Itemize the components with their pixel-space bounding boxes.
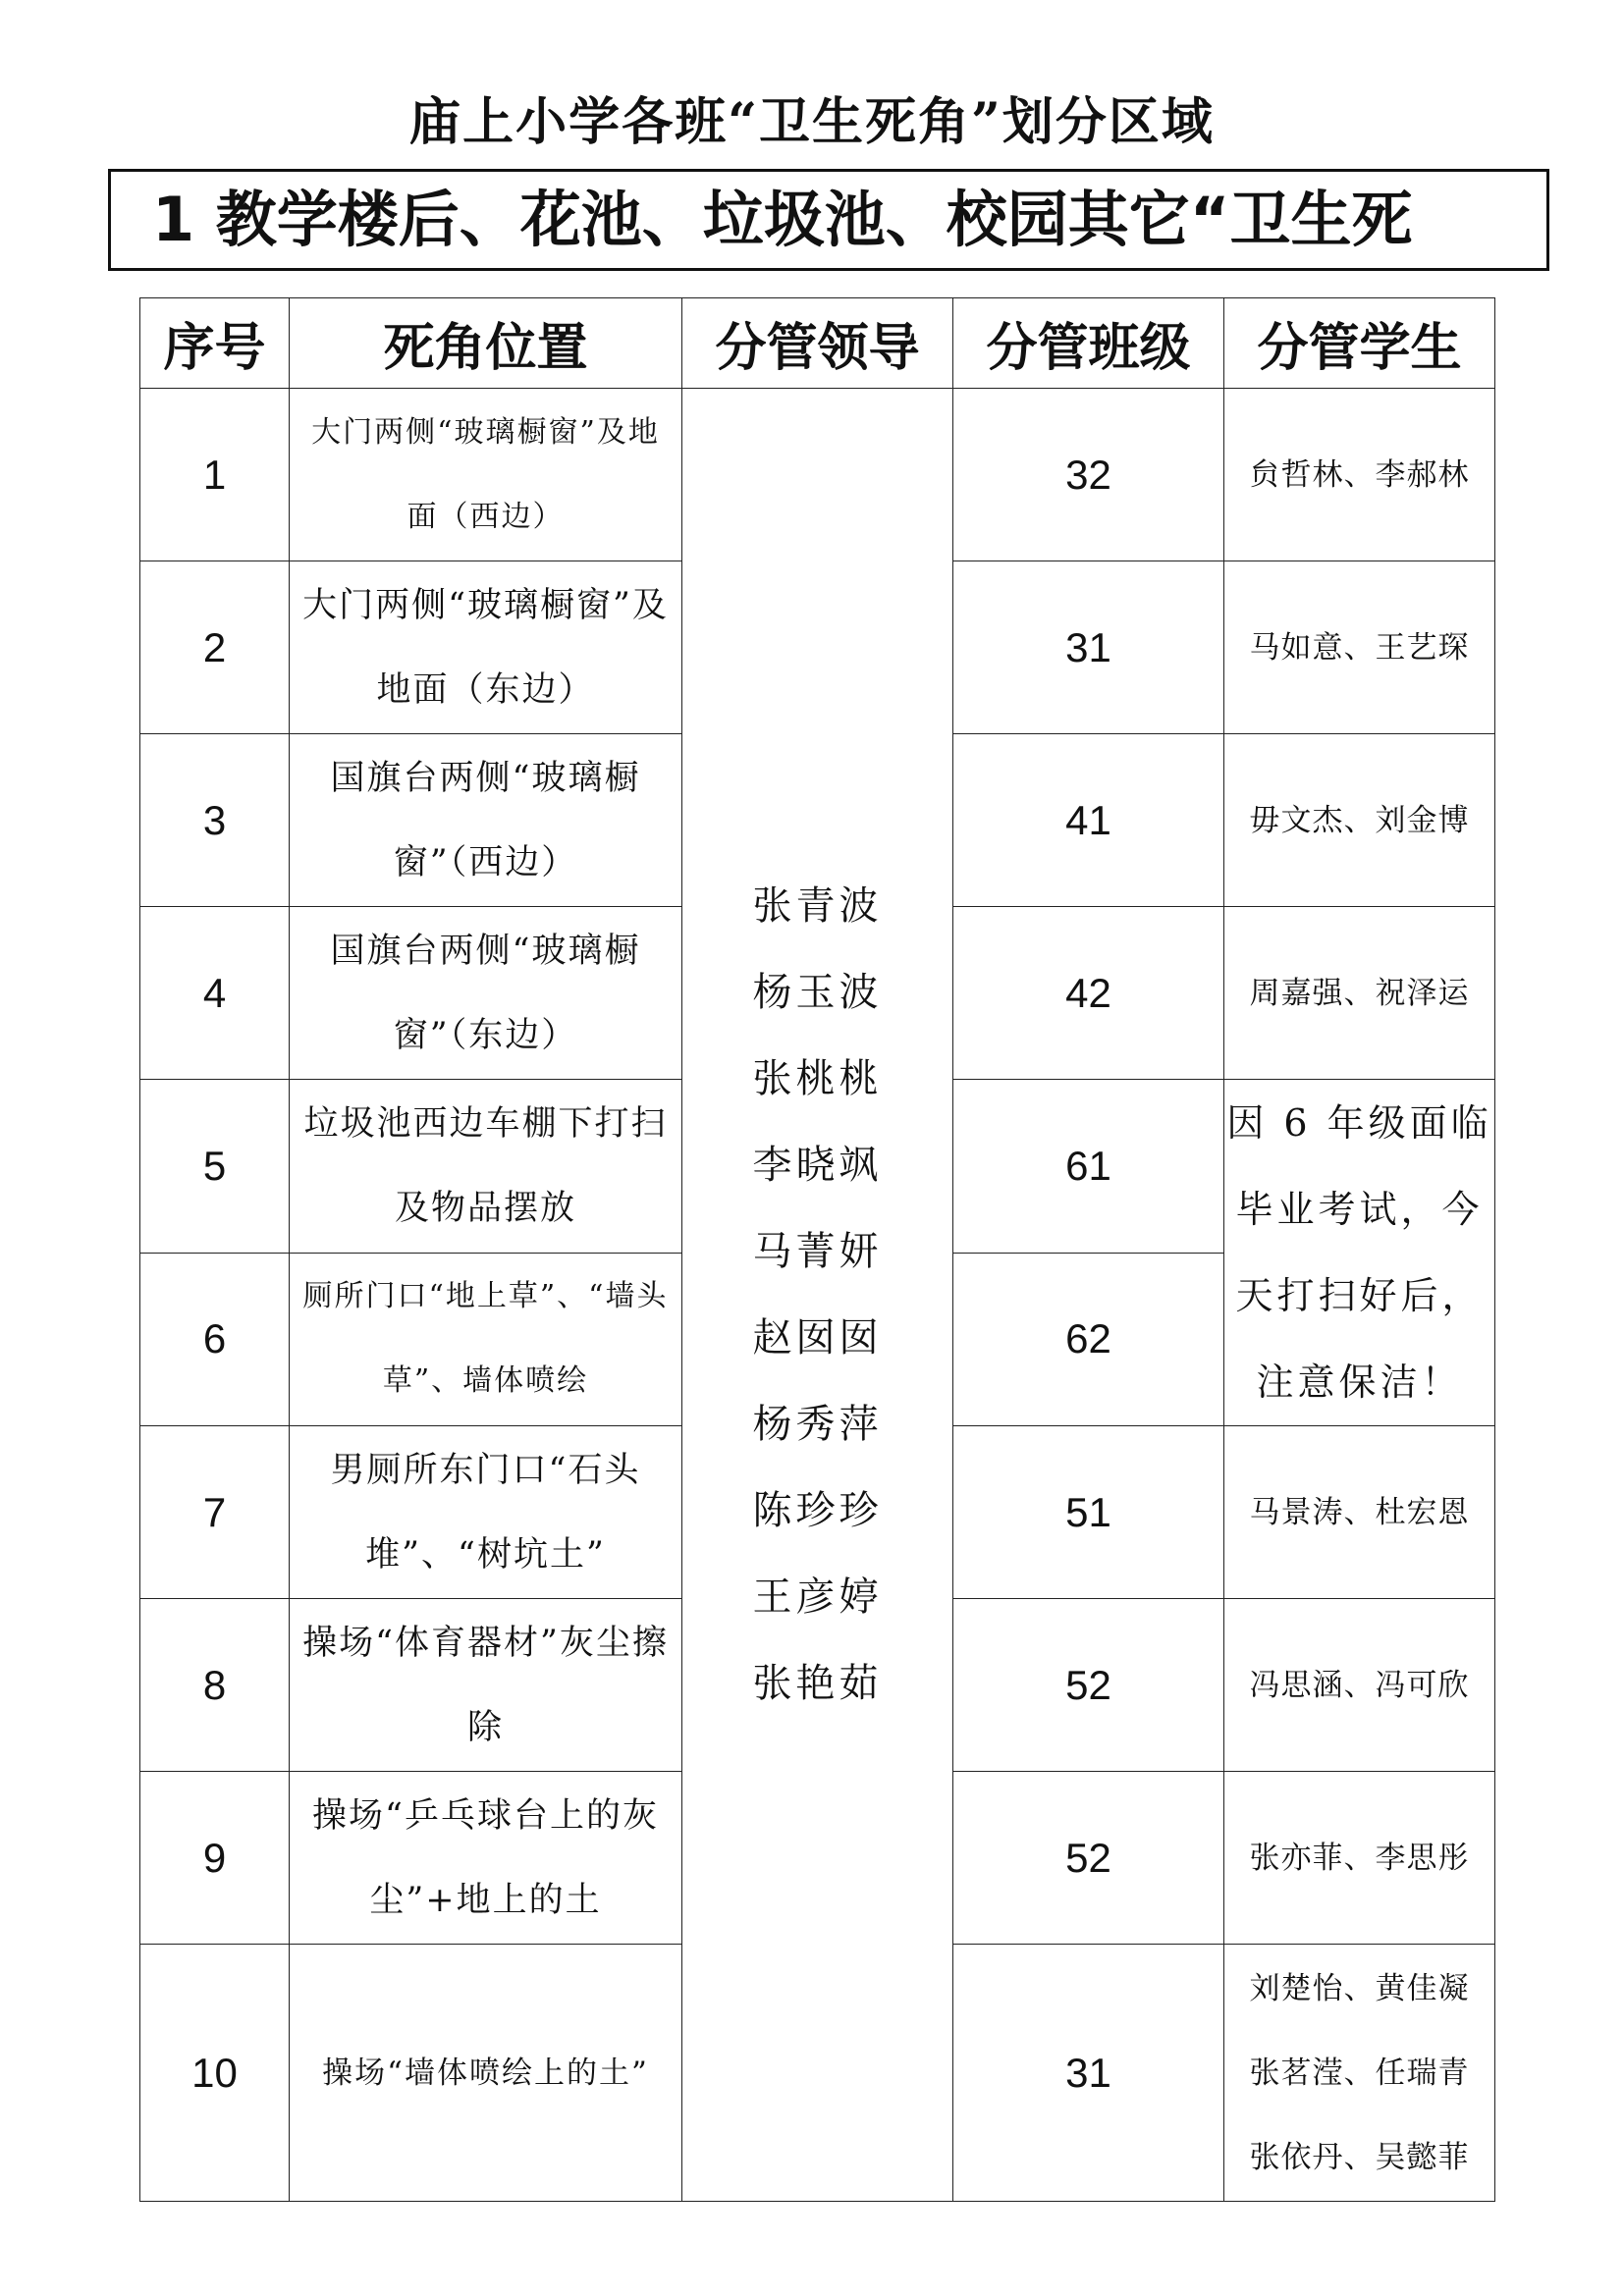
header-location: 死角位置 — [290, 298, 682, 389]
student-names: 冯思涵、冯可欣 — [1249, 1667, 1470, 1703]
students-cell — [1224, 907, 1495, 1080]
location-cell: 操场“墙体喷绘上的土” — [290, 1945, 682, 2202]
students-cell — [1224, 1426, 1495, 1599]
leaders-cell — [682, 389, 953, 2202]
students-cell — [1224, 1599, 1495, 1772]
leader-name: 陈珍珍 — [752, 1488, 883, 1533]
leader-name: 王彦婷 — [752, 1575, 883, 1620]
student-names: 马景涛、杜宏恩 — [1249, 1494, 1470, 1530]
location-cell: 厕所门口“地上草”、“墙头草”、墙体喷绘 — [290, 1253, 682, 1426]
page-title: 庙上小学各班“卫生死角”划分区域 — [409, 92, 1215, 152]
leader-name: 张青波 — [752, 883, 883, 929]
row-number: 9 — [140, 1772, 290, 1945]
student-names: 周嘉强、祝泽运 — [1249, 975, 1470, 1011]
class-cell: 42 — [953, 907, 1224, 1080]
class-cell: 32 — [953, 389, 1224, 561]
header-students: 分管学生 — [1224, 298, 1495, 389]
row-number: 8 — [140, 1599, 290, 1772]
row-number: 5 — [140, 1080, 290, 1254]
students-cell — [1224, 734, 1495, 907]
table-header-row — [140, 298, 1495, 389]
location-cell: 国旗台两侧“玻璃橱窗”（东边） — [290, 907, 682, 1080]
leader-name: 赵囡囡 — [752, 1315, 883, 1361]
leader-name: 张桃桃 — [752, 1056, 883, 1101]
note-line: 因 6 年级面临 — [1226, 1101, 1492, 1145]
section-banner: 1 教学楼后、花池、垃圾池、校园其它“卫生死 — [108, 169, 1549, 271]
class-cell: 52 — [953, 1772, 1224, 1945]
location-cell: 操场“乒乓球台上的灰尘”+地上的土 — [290, 1772, 682, 1945]
note-line: 注意保洁！ — [1256, 1361, 1463, 1404]
students-cell — [1224, 389, 1495, 561]
header-class: 分管班级 — [953, 298, 1224, 389]
row-number: 10 — [140, 1945, 290, 2202]
location-cell: 国旗台两侧“玻璃橱窗”（西边） — [290, 734, 682, 907]
student-names: 马如意、王艺琛 — [1249, 629, 1470, 666]
student-names: 张依丹、吴懿菲 — [1249, 2139, 1470, 2175]
location-cell: 垃圾池西边车棚下打扫及物品摆放 — [290, 1080, 682, 1254]
student-names: 贠哲林、李郝林 — [1249, 456, 1470, 493]
leader-name: 马菁妍 — [752, 1229, 883, 1274]
leader-name: 杨玉波 — [752, 970, 883, 1015]
table-row — [140, 389, 1495, 561]
class-cell: 31 — [953, 1945, 1224, 2202]
graduation-note — [1224, 1080, 1495, 1426]
location-cell: 大门两侧“玻璃橱窗”及地面（西边） — [290, 389, 682, 561]
note-line: 毕业考试，今 — [1235, 1188, 1484, 1231]
location-cell: 男厕所东门口“石头堆”、“树坑土” — [290, 1426, 682, 1599]
class-cell: 52 — [953, 1599, 1224, 1772]
students-cell — [1224, 1945, 1495, 2202]
leader-name: 李晓飒 — [752, 1143, 883, 1188]
row-number: 1 — [140, 389, 290, 561]
header-index: 序号 — [140, 298, 290, 389]
assignment-table — [139, 297, 1495, 2202]
leader-name: 张艳茹 — [752, 1661, 883, 1706]
row-number: 7 — [140, 1426, 290, 1599]
class-cell: 61 — [953, 1080, 1224, 1254]
leader-name: 杨秀萍 — [752, 1402, 883, 1447]
row-number: 2 — [140, 561, 290, 734]
row-number: 6 — [140, 1253, 290, 1426]
location-cell: 大门两侧“玻璃橱窗”及地面（东边） — [290, 561, 682, 734]
row-number: 4 — [140, 907, 290, 1080]
class-cell: 51 — [953, 1426, 1224, 1599]
note-line: 天打扫好后， — [1235, 1274, 1484, 1317]
row-number: 3 — [140, 734, 290, 907]
class-cell: 31 — [953, 561, 1224, 734]
location-cell: 操场“体育器材”灰尘擦除 — [290, 1599, 682, 1772]
student-names: 张茗滢、任瑞青 — [1249, 2055, 1470, 2091]
students-cell — [1224, 1772, 1495, 1945]
student-names: 毋文杰、刘金博 — [1249, 802, 1470, 838]
class-cell: 62 — [953, 1253, 1224, 1426]
class-cell: 41 — [953, 734, 1224, 907]
student-names: 张亦菲、李思彤 — [1249, 1840, 1470, 1876]
student-names: 刘楚怡、黄佳凝 — [1249, 1970, 1470, 2006]
students-cell — [1224, 561, 1495, 734]
header-leader: 分管领导 — [682, 298, 953, 389]
